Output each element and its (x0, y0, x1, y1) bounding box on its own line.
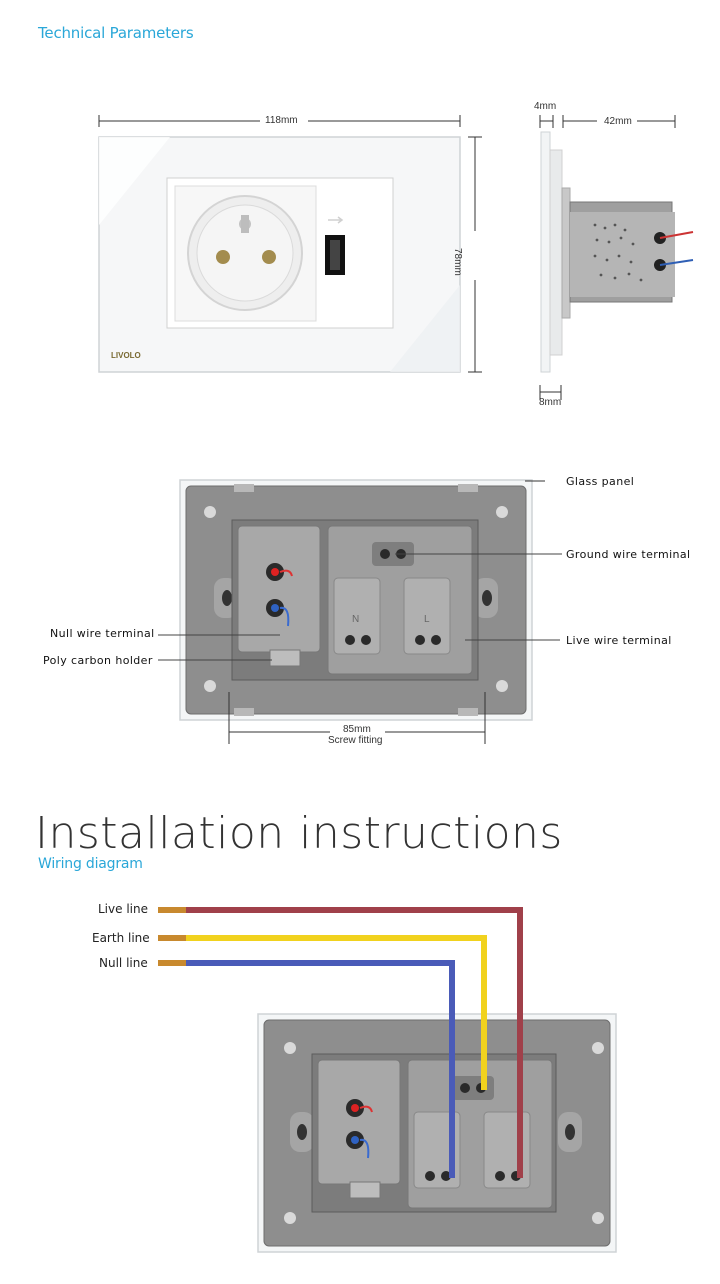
callout-poly-carbon-holder: Poly carbon holder (43, 654, 153, 667)
screw-fitting-label: Screw fitting (328, 735, 383, 746)
terminal-letter-n: N (352, 614, 360, 625)
glass-thickness-label: 4mm (534, 101, 557, 112)
wiring-diagram-subtitle: Wiring diagram (38, 856, 143, 872)
wire-label-live: Live line (98, 902, 148, 916)
terminal-letter-l: L (424, 614, 430, 625)
callout-ground-wire-terminal: Ground wire terminal (566, 548, 691, 561)
screw-distance-label: 85mm (343, 724, 371, 735)
wire-label-earth: Earth line (92, 931, 150, 945)
technical-parameters-title: Technical Parameters (38, 24, 194, 42)
callout-live-wire-terminal: Live wire terminal (566, 634, 672, 647)
callout-glass-panel: Glass panel (566, 475, 635, 488)
back-view-diagram (0, 470, 720, 760)
brand-logo: LIVOLO (111, 351, 141, 360)
depth-dimension-label: 42mm (604, 116, 632, 127)
width-dimension-label: 118mm (265, 115, 298, 126)
base-thickness-label: 8mm (539, 397, 562, 408)
wire-label-null: Null line (99, 956, 148, 970)
front-view-diagram (90, 105, 490, 385)
earth-wire-copper-tip (158, 935, 186, 941)
live-wire-copper-tip (158, 907, 186, 913)
installation-title: Installation instructions (35, 808, 563, 859)
callout-null-wire-terminal: Null wire terminal (50, 627, 155, 640)
side-view-diagram (525, 110, 695, 410)
wiring-diagram (0, 890, 720, 1270)
null-wire-copper-tip (158, 960, 186, 966)
height-dimension-label: 78mm (452, 248, 463, 276)
